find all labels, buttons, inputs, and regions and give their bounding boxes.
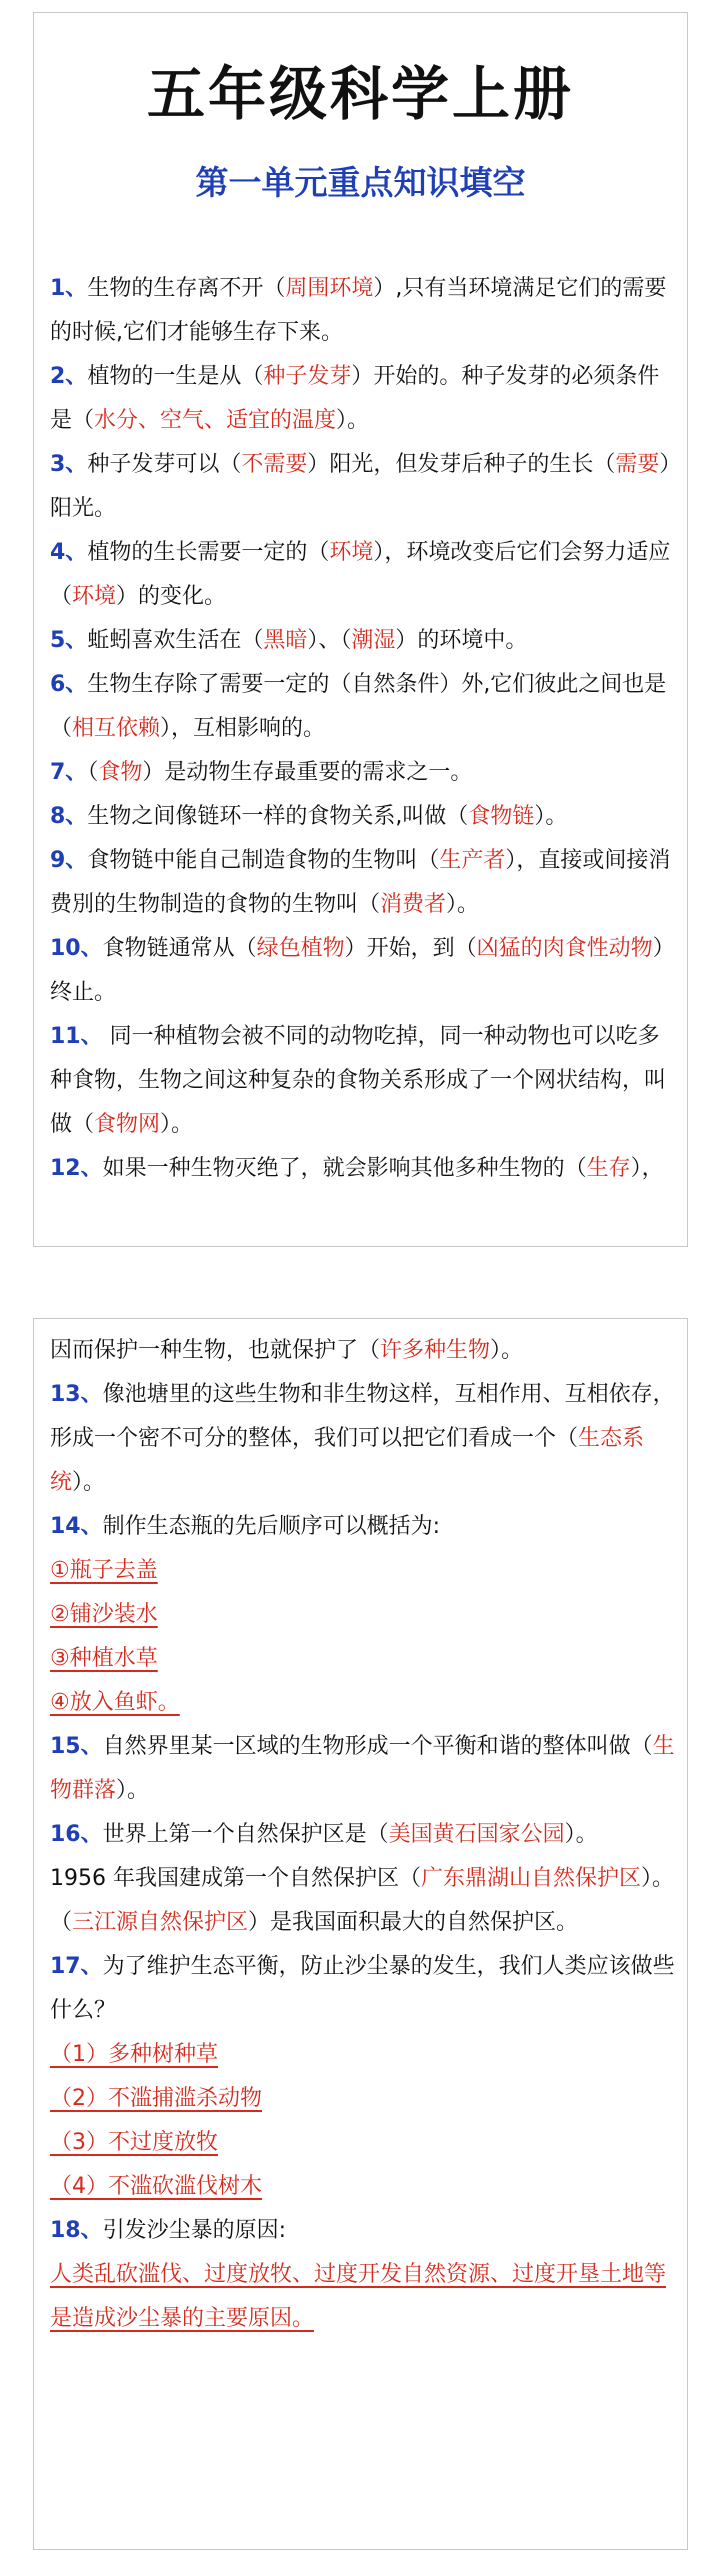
question-number: 6、 — [50, 672, 88, 697]
question-text: ）。 — [116, 1778, 150, 1803]
page-title: 五年级科学上册 — [146, 60, 574, 128]
question-text: ）阳光，但发芽后种子的生长（ — [307, 452, 616, 477]
question-text: ）开始，到（ — [344, 936, 477, 961]
question-number: 18、 — [50, 2218, 103, 2243]
question-text: 引发沙尘暴的原因: — [102, 2218, 287, 2243]
question-text: ），互相影响的。 — [160, 716, 326, 741]
question-text: 生物生存除了需要一定的（自然条件）外,它们彼此之间也是（ — [50, 672, 667, 741]
answer-text: 食物网 — [94, 1112, 161, 1137]
question-text: ），直接或间接消费別的生物制造的食物的生物叫（ — [50, 848, 671, 917]
answer-text: 潮湿 — [351, 628, 396, 653]
question-number: 8、 — [50, 804, 88, 829]
answer-line: ③种植水草 — [50, 1646, 158, 1671]
question-text: ）。 — [72, 1470, 106, 1495]
question-text: ）,只有当环境满足它们的需要的时候,它们才能够生存下来。 — [50, 276, 667, 345]
page-one — [33, 12, 688, 1247]
question-item — [50, 531, 675, 619]
question-text: ）、（ — [307, 628, 352, 653]
question-text: 为了维护生态平衡，防止沙尘暴的发生，我们人类应该做些什么？ — [50, 1954, 675, 2023]
answer-text: 广东鼎湖山自然保护区 — [420, 1866, 641, 1891]
answer-line: ①瓶子去盖 — [50, 1558, 158, 1583]
question-text: ）。 — [160, 1112, 194, 1137]
question-item — [50, 1147, 675, 1191]
question-number: 3、 — [50, 452, 88, 477]
question-text: ）是我国面积最大的自然保护区。 — [248, 1910, 579, 1935]
answer-text: 生态系统 — [50, 1426, 645, 1495]
page-subtitle: 第一单元重点知识填空 — [195, 163, 526, 202]
question-text: ）。 — [336, 408, 370, 433]
question-text: 食物链通常从（ — [102, 936, 257, 961]
question-text: 种子发芽可以（ — [87, 452, 242, 477]
answer-text: 黑暗 — [263, 628, 308, 653]
answer-text: 食物 — [98, 760, 143, 785]
question-item — [50, 1725, 675, 1813]
question-text: 世界上第一个自然保护区是（ — [102, 1822, 389, 1847]
question-number: 11、 — [50, 1024, 103, 1049]
question-text: ）终止。 — [50, 936, 675, 1005]
question-item — [50, 1549, 675, 1593]
question-number: 7、 — [50, 760, 88, 785]
question-text: ）。 — [534, 804, 568, 829]
question-number: 17、 — [50, 1954, 103, 1979]
answer-text: 水分、空气、适宜的温度 — [94, 408, 337, 433]
question-text: 同一种植物会被不同的动物吃掉，同一种动物也可以吃多种食物，生物之间这种复杂的食物关系形成了一个网状结构，叫做（ — [50, 1024, 667, 1137]
answer-text: 凶猛的肉食性动物 — [476, 936, 653, 961]
answer-text: 食物链 — [468, 804, 535, 829]
questions-list-page-two — [50, 1329, 675, 2341]
questions-list-page-one — [50, 267, 675, 1191]
answer-text: 环境 — [329, 540, 374, 565]
question-text: ）。 — [641, 1866, 675, 1891]
question-item — [50, 663, 675, 751]
question-number: 4、 — [50, 540, 88, 565]
question-item — [50, 2253, 675, 2341]
question-item — [50, 2165, 675, 2209]
question-number: 10、 — [50, 936, 103, 961]
question-item — [50, 1329, 675, 1373]
question-text: 生物的生存离不开（ — [87, 276, 286, 301]
question-text: ）。 — [564, 1822, 598, 1847]
answer-text: 种子发芽 — [263, 364, 352, 389]
question-item — [50, 2033, 675, 2077]
question-text: 食物链中能自己制造食物的生物叫（ — [87, 848, 440, 873]
answer-line: （3）不过度放牧 — [50, 2130, 218, 2155]
answer-line: ②铺沙装水 — [50, 1602, 158, 1627]
question-text: 制作生态瓶的先后顺序可以概括为: — [102, 1514, 441, 1539]
question-item — [50, 839, 675, 927]
answer-line: （4）不滥砍滥伐树木 — [50, 2174, 262, 2199]
question-item — [50, 1637, 675, 1681]
question-item — [50, 1813, 675, 1857]
question-text: 像池塘里的这些生物和非生物这样，互相作用、互相依存，形成一个密不可分的整体，我们可以把它们看成一个（ — [50, 1382, 675, 1451]
question-number: 2、 — [50, 364, 88, 389]
question-item — [50, 1945, 675, 2033]
question-item — [50, 267, 675, 355]
question-number: 1、 — [50, 276, 88, 301]
answer-text: 需要 — [615, 452, 660, 477]
question-text: 如果一种生物灭绝了，就会影响其他多种生物的（ — [102, 1156, 587, 1181]
question-text: 生物之间像链环一样的食物关系,叫做（ — [87, 804, 469, 829]
answer-text: 周围环境 — [285, 276, 374, 301]
question-text: ）开始的。种子发芽的必须条件是（ — [50, 364, 660, 433]
answer-line: （2）不滥捕滥杀动物 — [50, 2086, 262, 2111]
question-text: ）是动物生存最重要的需求之一。 — [142, 760, 473, 785]
answer-text: 绿色植物 — [256, 936, 345, 961]
question-item — [50, 443, 675, 531]
question-item — [50, 1373, 675, 1505]
question-item — [50, 1681, 675, 1725]
question-text: 1956 年我国建成第一个自然保护区（ — [50, 1866, 421, 1891]
question-text: （ — [50, 1910, 73, 1935]
question-item — [50, 751, 675, 795]
question-item — [50, 927, 675, 1015]
answer-text: 环境 — [72, 584, 117, 609]
answer-text: 生物群落 — [50, 1734, 675, 1803]
question-number: 12、 — [50, 1156, 103, 1181]
question-item — [50, 355, 675, 443]
question-item — [50, 1593, 675, 1637]
question-number: 9、 — [50, 848, 88, 873]
question-item — [50, 1857, 675, 1901]
question-item — [50, 795, 675, 839]
question-number: 16、 — [50, 1822, 103, 1847]
page-two — [33, 1318, 688, 2550]
question-item — [50, 619, 675, 663]
question-number: 14、 — [50, 1514, 103, 1539]
answer-text: 不需要 — [241, 452, 308, 477]
answer-line: （1）多种树种草 — [50, 2042, 218, 2067]
question-text: ）。 — [490, 1338, 524, 1363]
question-item — [50, 2077, 675, 2121]
question-text: 植物的生长需要一定的（ — [87, 540, 330, 565]
answer-text: 消费者 — [380, 892, 447, 917]
answer-line: ④放入鱼虾。 — [50, 1690, 180, 1715]
answer-text: 相互依赖 — [72, 716, 161, 741]
question-text: ），环境改变后它们会努力适应（ — [50, 540, 671, 609]
question-number: 15、 — [50, 1734, 103, 1759]
question-text: 植物的一生是从（ — [87, 364, 264, 389]
answer-line: 人类乱砍滥伐、过度放牧、过度开发自然资源、过度开垦土地等是造成沙尘暴的主要原因。 — [50, 2262, 667, 2331]
question-text: 自然界里某一区域的生物形成一个平衡和谐的整体叫做（ — [102, 1734, 653, 1759]
question-item — [50, 1505, 675, 1549]
question-text: 蚯蚓喜欢生活在（ — [87, 628, 264, 653]
question-text: ）阳光。 — [50, 452, 671, 521]
question-text: ）， — [630, 1156, 664, 1181]
question-text: （ — [87, 760, 99, 785]
question-item — [50, 1901, 675, 1945]
question-number: 13、 — [50, 1382, 103, 1407]
question-text: 因而保护一种生物，也就保护了（ — [50, 1338, 381, 1363]
answer-text: 许多种生物 — [380, 1338, 491, 1363]
question-text: ）的环境中。 — [395, 628, 528, 653]
question-text: ）的变化。 — [116, 584, 227, 609]
question-item — [50, 1015, 675, 1147]
question-item — [50, 2121, 675, 2165]
question-number: 5、 — [50, 628, 88, 653]
question-text: ）。 — [446, 892, 480, 917]
answer-text: 三江源自然保护区 — [72, 1910, 249, 1935]
question-item — [50, 2209, 675, 2253]
answer-text: 生产者 — [439, 848, 506, 873]
answer-text: 美国黄石国家公园 — [388, 1822, 565, 1847]
answer-text: 生存 — [586, 1156, 631, 1181]
